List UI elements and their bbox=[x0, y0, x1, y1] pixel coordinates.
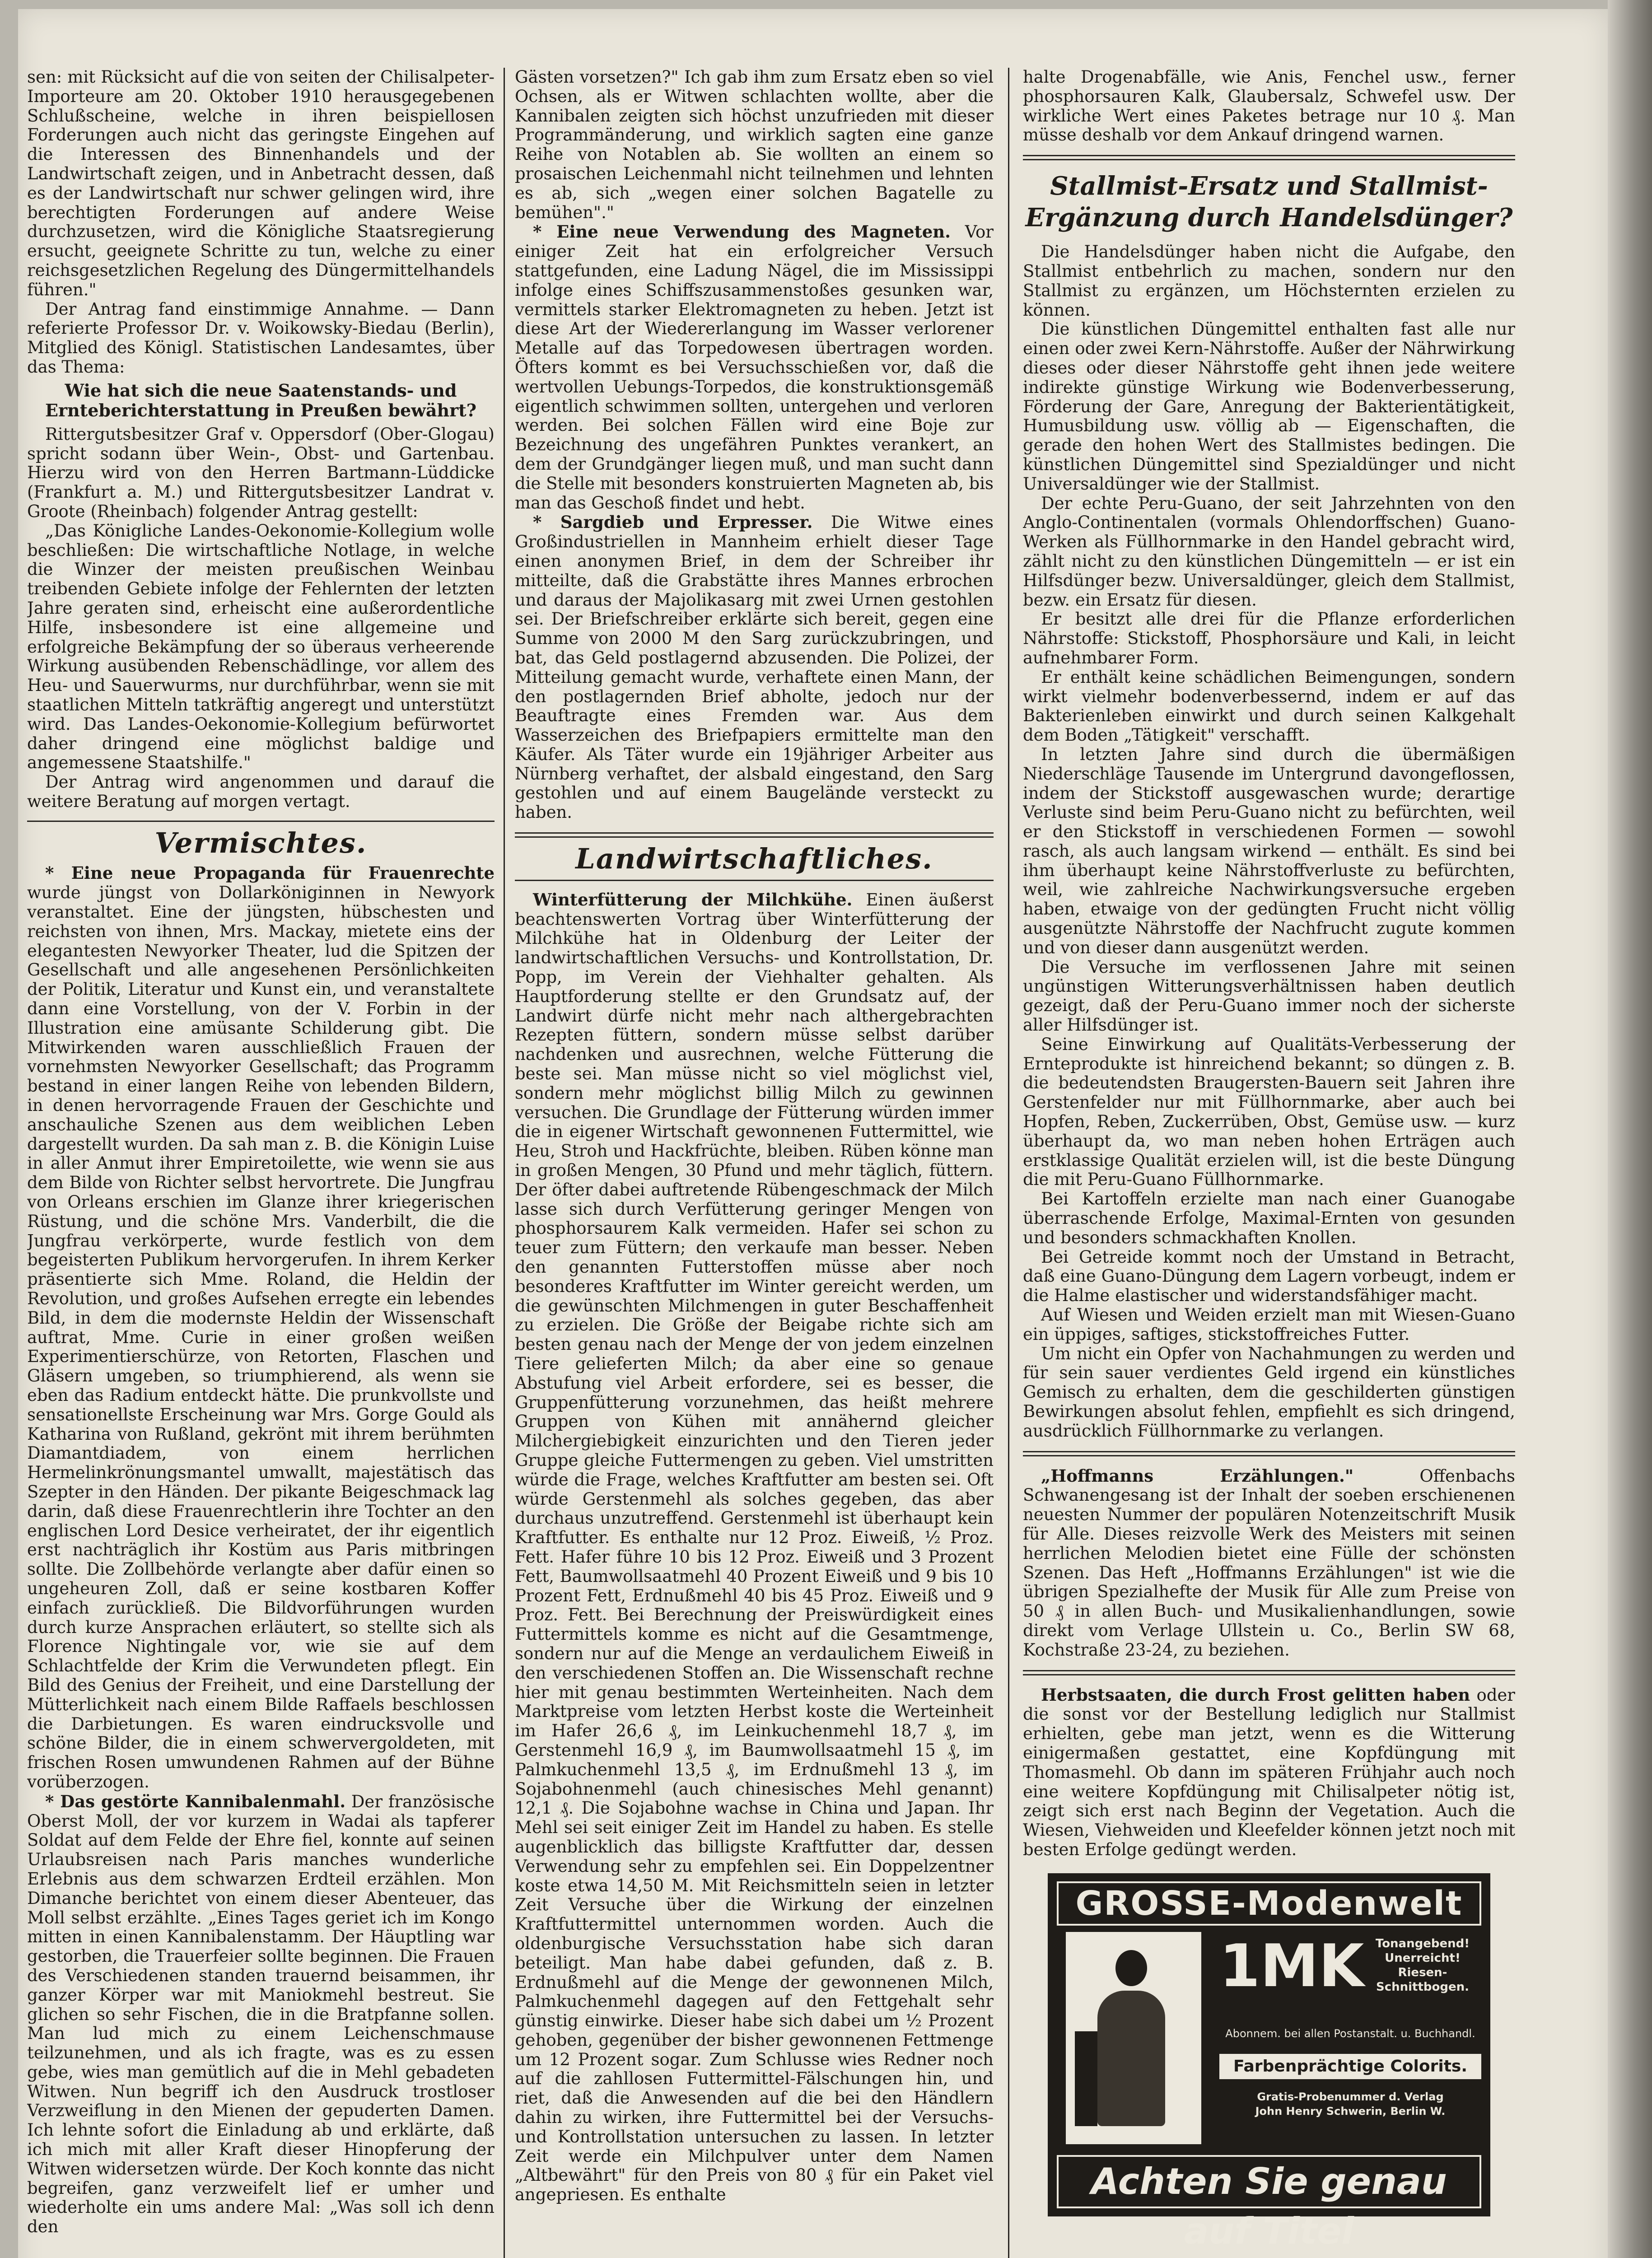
article-body: Vor einiger Zeit hat ein erfolgreicher Versuch stattgefunden, eine Ladung Nägel, die im Mississippi infolge eines Schiffszusammenstoßes gesunken war, vermittels starker Elektromagneten zu heben. Jetzt ist diese Art der Wiedererlangung im Wasser verlorener Metalle auf das Torpedowesen übertragen worden. Öfters kommt es bei Versuchsschießen vor, daß die wertvollen Uebungs-Torpedos, die konstruktionsgemäß eigentlich schwimmen sollten, untergehen und verloren werden. Bei solchen Fällen wird eine Boje zur Bezeichnung des ungefähren Punktes verankert, an dem der Grundgänger liegen muß, und man sucht dann die Stelle mit besonders konstruierten Magneten ab, bis man das Geschoß findet und hebt. bbox=[515, 222, 994, 513]
section-rule bbox=[515, 880, 994, 881]
column-2 bbox=[515, 68, 994, 2258]
article-body: Die Witwe eines Großindustriellen in Mannheim erhielt dieser Tage einen anonymen Brief, in dem der Schreiber ihr mitteilte, daß die Grabstätte ihres Mannes erbrochen und daraus der Majolikasarg mit zwei Urnen gestohlen sei. Der Briefschreiber erklärte sich bereit, gegen eine Summe von 2000 M den Sarg zurückzubringen, und bat, das Geld postlagernd abzusenden. Die Polizei, der Mitteilung gemacht wurde, verhaftete einen Mann, der den postlagernden Brief abholte, jedoch nur der Beauftragte eines Fremden war. Aus dem Wasserzeichen des Briefpapiers ermittelte man den Käufer. Als Täter wurde ein 19jähriger Arbeiter aus Nürnberg verhaftet, der alsbald eingestand, den Sarg gestohlen und auf einem Baugelände versteckt zu haben. bbox=[515, 513, 994, 822]
paragraph: sen: mit Rücksicht auf die von seiten der Chilisalpeter-Importeure am 20. Oktober 1910 herausgegebenen Schlußscheine, welche in ihren beispiellosen Forderungen auch nicht das geringste Eingehen auf die Interessen des Binnenhandels und der Landwirtschaft zeigen, und in Anbetracht dessen, daß es der Landwirtschaft nur schwer gelingen wird, ihre berechtigten Forderungen auf andere Weise durchzusetzen, wird die Königliche Staatsregierung ersucht, geeignete Schritte zu tun, welche zu einer reichsgesetzlichen Regelung des Düngermittelhandels führen." bbox=[27, 68, 495, 299]
paragraph: Bei Kartoffeln erzielte man nach einer Guanogabe überraschende Erfolge, Maximal-Ernten von gesunden und besonders schmackhaften Knollen. bbox=[1023, 1189, 1515, 1247]
article bbox=[27, 1792, 495, 2237]
ad-subscribe: Abonnem. bei allen Postanstalt. u. Buchhandl. bbox=[1225, 2027, 1475, 2040]
article bbox=[515, 890, 994, 2205]
paragraph: Um nicht ein Opfer von Nachahmungen zu werden und für sein sauer verdientes Geld irgend ein künstliches Gemisch zu erhalten, dem die geschilderten günstigen Bewirkungen absolut fehlen, empfiehlt es sich dringend, ausdrücklich Füllhornmarke zu verlangen. bbox=[1023, 1344, 1515, 1441]
paragraph: Auf Wiesen und Weiden erzielt man mit Wiesen-Guano ein üppiges, saftiges, stickstoffreiches Futter. bbox=[1023, 1305, 1515, 1344]
article-heading: * Eine neue Verwendung des Magneten. bbox=[533, 222, 951, 242]
paragraph: Die Handelsdünger haben nicht die Aufgabe, den Stallmist entbehrlich zu machen, sondern nur den Stallmist zu ergänzen, um Höchsternten erzielen zu können. bbox=[1023, 242, 1515, 320]
ad-footer: Achten Sie genau auf Titel bbox=[1057, 2155, 1481, 2208]
ad-price: 1MK bbox=[1219, 1931, 1364, 2000]
paragraph: „Das Königliche Landes-Oekonomie-Kollegium wolle beschließen: Die wirtschaftliche Notlage, in welche die Winzer der meisten preußischen Weinbau treibenden Gebiete infolge der Fehlernten der letzten Jahre geraten sind, erheischt eine außerordentliche Hilfe, insbesondere ist eine allgemeine und erfolgreiche Bekämpfung der so überaus verheerende Wirkung ausübenden Rebenschädlinge, vor allem des Heu- und Sauerwurms, nur durchführbar, wenn sie mit staatlichen Mitteln tatkräftig angeregt und unterstützt wird. Das Landes-Oekonomie-Kollegium befürwortet daher dringend eine möglichst baldige und angemessene Staatshilfe." bbox=[27, 521, 495, 773]
section-title-landwirtschaftliches: Landwirtschaftliches. bbox=[575, 842, 933, 876]
article bbox=[1023, 1685, 1515, 1860]
paragraph: Er enthält keine schädlichen Beimengungen, sondern wirkt vielmehr bodenverbessernd, indem er auf das Bakterienleben einwirkt und durch seinen Kalkgehalt dem Boden „Tätigkeit" verschafft. bbox=[1023, 667, 1515, 745]
ad-colorbox: Farbenprächtige Colorits. bbox=[1219, 2054, 1481, 2079]
section-rule bbox=[27, 821, 495, 822]
paragraph: Gästen vorsetzen?" Ich gab ihm zum Ersatz eben so viel Ochsen, als er Witwen schlachten wollte, aber die Kannibalen zeigten sich höchst unzufrieden mit dieser Programmänderung, und wirklich sagten eine ganze Reihe von Notablen ab. Sie wollten an einem so prosaischen Leichenmahl nicht teilnehmen und lehnten es ab, sich „wegen einer solchen Bagatelle zu bemühen"." bbox=[515, 68, 994, 222]
article-body: Der französische Oberst Moll, der vor kurzem in Wadai als tapferer Soldat auf dem Felde der Ehre fiel, konnte auf seinen Urlaubsreisen nach Paris manches wunderliche Erlebnis aus dem schwarzen Erdteil erzählen. Mon Dimanche berichtet von einem dieser Abenteuer, das Moll selbst erzählte. „Eines Tages geriet ich im Kongo mitten in einen Kannibalenstamm. Der Häuptling war gestorben, die Trauerfeier sollte beginnen. Die Frauen des Verschiedenen standen trauernd beisammen, ihr ganzer Körper war mit Maniokmehl bestreut. Sie glichen so sehr Fischen, die in die Bratpfanne sollen. Man lud mich zu einem Leichenschmause teilzunehmen, und als ich fragte, was es zu essen gebe, wies man gemütlich auf die in Mehl gebadeten Witwen. Nun begriff ich den Ausdruck trostloser Verzweiflung in den Mienen der gepuderten Damen. Ich lehnte sofort die Einladung ab und erklärte, daß ich mich mit aller Kraft dieser Hinopferung der Witwen widersetzen würde. Der Koch konnte das nicht begreifen, ganz verzweifelt lief er umher und wiederholte ein ums andere Mal: „Was soll ich denn den bbox=[27, 1791, 495, 2237]
ad-slogan: Unerreicht! bbox=[1385, 1951, 1461, 1965]
article-heading: Herbstsaaten, die durch Frost gelitten haben bbox=[1041, 1684, 1470, 1705]
article-heading: * Eine neue Propaganda für Frauenrechte bbox=[45, 863, 495, 883]
article bbox=[515, 222, 994, 513]
paragraph: Er besitzt alle drei für die Pflanze erforderlichen Nährstoffe: Stickstoff, Phosphorsäure und Kali, in leicht aufnehmbarer Form. bbox=[1023, 609, 1515, 667]
paragraph: Rittergutsbesitzer Graf v. Oppersdorf (Ober-Glogau) spricht sodann über Wein-, Obst- und Gartenbau. Hierzu wird von den Herren Bartmann-Lüddicke (Frankfurt a. M.) und Rittergutsbesitzer Landrat v. Groote (Rheinbach) folgender Antrag gestellt: bbox=[27, 424, 495, 521]
paragraph: Der Antrag fand einstimmige Annahme. — Dann referierte Professor Dr. v. Woikowsky-Biedau (Berlin), Mitglied des Königl. Statistischen Landesamtes, über das Thema: bbox=[27, 299, 495, 377]
paragraph: Die künstlichen Düngemittel enthalten fast alle nur einen oder zwei Kern-Nährstoffe. Außer der Nährwirkung dieses oder dieser Nährstoffe geht ihnen jede weitere indirekte günstige Wirkung wie Bodenverbesserung, Förderung der Gare, Anregung der Bakterientätigkeit, Humusbildung usw. völlig ab — Eigenschaften, die gerade den hohen Wert des Stallmistes bedingen. Die künstlichen Düngemittel sind Spezialdünger und nicht Universaldünger wie der Stallmist. bbox=[1023, 319, 1515, 494]
paragraph: Bei Getreide kommt noch der Umstand in Betracht, daß eine Guano-Düngung dem Lagern vorbeugt, indem er die Halme elastischer und widerstandsfähiger macht. bbox=[1023, 1247, 1515, 1306]
paragraph: In letzten Jahre sind durch die übermäßigen Niederschläge Tausende im Untergrund davongeflossen, indem der Stickstoff ausgewaschen wurde; derartige Verluste sind beim Peru-Guano nicht zu befürchten, weil er den Stickstoff in verschiedenen Formen — sowohl rasch, als auch langsam wirkend — enthält. Es sind bei ihm überhaupt keine Nährstoffverluste zu befürchten, weil, wie zahlreiche Nachwirkungsversuche ergeben haben, etwaige von der gedüngten Frucht nicht völlig ausgenützte Nährstoffe der Nachfrucht zugute kommen und von dieser dann ausgenützt werden. bbox=[1023, 744, 1515, 957]
subheading: Wie hat sich die neue Saatenstands- und Ernteberichterstattung in Preußen bewährt? bbox=[45, 380, 476, 420]
ad-gratis: Gratis-Probenummer d. Verlag bbox=[1257, 2090, 1444, 2103]
ad-publisher: John Henry Schwerin, Berlin W. bbox=[1255, 2104, 1446, 2118]
column-rule bbox=[504, 68, 505, 2258]
paragraph: Die Versuche im verflossenen Jahre mit seinen ungünstigen Witterungsverhältnissen haben deutlich gezeigt, daß der Peru-Guano immer noch der sicherste aller Hilfsdünger ist. bbox=[1023, 957, 1515, 1035]
column-rule bbox=[1008, 68, 1009, 2258]
article-heading: „Hoffmanns Erzählungen." bbox=[1041, 1465, 1354, 1486]
paragraph: halte Drogenabfälle, wie Anis, Fenchel usw., ferner phosphorsauren Kalk, Glaubersalz, Schwefel usw. Der wirkliche Wert eines Paketes betrage nur 10 ₰. Man müsse deshalb vor dem Ankauf dringend warnen. bbox=[1023, 68, 1515, 145]
paragraph: Der echte Peru-Guano, der seit Jahrzehnten von den Anglo-Continentalen (vormals Ohlendorffschen) Guano-Werken als Füllhornmarke in den Handel gebracht wird, zählt nicht zu den künstlichen Düngemitteln — er ist ein Hilfsdünger bezw. Universaldünger, gleich dem Stallmist, bezw. ein Ersatz für diesen. bbox=[1023, 493, 1515, 610]
article bbox=[1023, 1466, 1515, 1660]
paragraph: Seine Einwirkung auf Qualitäts-Verbesserung der Ernteprodukte ist hinreichend bekannt; so düngen z. B. die bedeutendsten Braugersten-Bauern seit Jahren ihre Gerstenfelder nur mit Füllhornmarke, aber auch bei Hopfen, Reben, Zuckerrüben, Obst, Gemüse usw. — kurz überhaupt da, wo man neben hohen Erträgen auch erstklassige Qualität erzielen will, ist die beste Düngung die mit Peru-Guano Füllhornmarke. bbox=[1023, 1034, 1515, 1190]
column-1 bbox=[27, 68, 495, 2258]
section-rule bbox=[1023, 1670, 1515, 1675]
article bbox=[515, 513, 994, 822]
paragraph: Der Antrag wird angenommen und darauf die weitere Beratung auf morgen vertagt. bbox=[27, 772, 495, 811]
article-title: Stallmist-Ersatz und Stallmist-Ergänzung durch Handelsdünger? bbox=[1025, 171, 1513, 233]
article-heading: * Sargdieb und Erpresser. bbox=[533, 512, 813, 532]
section-title-vermischtes: Vermischtes. bbox=[154, 826, 367, 859]
column-3 bbox=[1023, 68, 1515, 2258]
article-body: Einen äußerst beachtenswerten Vortrag über Winterfütterung der Milchkühe hat in Oldenburg der Leiter der landwirtschaftlichen Versuchs- und Kontrollstation, Dr. Popp, im Verein der Viehhalter gehalten. Als Hauptforderung stellte er den Grundsatz auf, der Landwirt dürfe nicht mehr nach althergebrachten Rezepten füttern, sondern müsse selbst darüber nachdenken und ausrechnen, welche Fütterung die beste sei. Man müsse nicht so viel möglichst viel, sondern mehr möglichst billig Milch zu gewinnen versuchen. Die Grundlage der Fütterung würden immer die in eigener Wirtschaft gewonnenen Futtermittel, wie Heu, Stroh und Hackfrüchte, bleiben. Rüben könne man in großen Mengen, 30 Pfund und mehr täglich, füttern. Der öfter dabei auftretende Rübengeschmack der Milch lasse sich durch Verfütterung geringer Mengen von phosphorsaurem Kalk vermeiden. Hafer sei schon zu teuer zum Füttern; den verkaufe man besser. Neben den genannten Futterstoffen müsse aber noch besonderes Kraftfutter im Winter gereicht werden, um die gewünschten Milchmengen in guter Beschaffenheit zu erzielen. Die Größe der Beigabe richte sich am besten genau nach der Menge der von jedem einzelnen Tiere gelieferten Milch; da aber eine so genaue Abstufung viel Arbeit erfordere, sei es besser, die Gruppenfütterung vorzunehmen, das heißt mehrere Gruppen von Kühen mit annähernd gleicher Milchergiebigkeit einzurichten und den Tieren jeder Gruppe gleiche Futtermengen zu geben. Viel umstritten würde die Frage, welches Kraftfutter am besten sei. Oft würde Gerstenmehl als solches gegeben, das aber durchaus unzutreffend. Gerstenmehl ist überhaupt kein Kraftfutter. Es enthalte nur 12 Proz. Eiweiß, ½ Proz. Fett. Hafer führe 10 bis 12 Proz. Eiweiß und 3 Prozent Fett, Baumwollsaatmehl 40 Prozent Eiweiß und 9 bis 10 Prozent Fett, Erdnußmehl 40 bis 45 Proz. Eiweiß und 9 Proz. Fett. Bei Berechnung der Preiswürdigkeit eines Futtermittels komme es nicht auf die Gesamtmenge, sondern nur auf die Menge an verdaulichem Eiweiß in den verschiedenen Stoffen an. Die Wissenschaft rechne hier mit genau bestimmten Werteinheiten. Nach dem Marktpreise vom letzten Herbst koste die Werteinheit im Hafer 26,6 ₰, im Leinkuchenmehl 18,7 ₰, im Gerstenmehl 16,9 ₰, im Baumwollsaatmehl 15 ₰, im Palmkuchenmehl 13,5 ₰, im Erdnußmehl 13 ₰, im Sojabohnenmehl (auch chinesisches Mehl genannt) 12,1 ₰. Die Sojabohne wachse in China und Japan. Ihr Mehl sei seit einiger Zeit im Handel zu haben. Es stelle augenblicklich das billigste Kraftfutter dar, dessen Verwendung sehr zu empfehlen sei. Ein Doppelzentner koste etwa 14,50 M. Mit Reichsmitteln seien in letzter Zeit Versuche über die Wirkung der einzelnen Kraftfuttermittel unternommen worden. Auch die oldenburgische Versuchsstation habe sich daran beteiligt. Man habe dabei gefunden, daß z. B. Erdnußmehl auf die Menge der gewonnenen Milch, Palmkuchenmehl dagegen auf den Fettgehalt sehr günstig einwirke. Dieser habe sich dabei um ½ Prozent gehoben, gegenüber der bisher gewonnenen Fettmenge um 12 Prozent sogar. Zum Schlusse wies Redner noch auf die zahllosen Futtermittel-Fälschungen hin, und riet, daß die Anwesenden auf die bei den Händlern dahin zu wirken, ihre Futtermittel bei der Versuchs- und Kontrollstation untersuchen zu lassen. In letzter Zeit werde ein Milchpulver unter dem Namen „Altbewährt" für den Preis von 80 ₰ für ein Paket viel angepriesen. Es enthalte bbox=[515, 890, 994, 2205]
page-edge-shadow bbox=[1608, 0, 1652, 2258]
article-heading: Winterfütterung der Milchkühe. bbox=[533, 889, 853, 910]
ad-slogan: Riesen-Schnittbogen. bbox=[1376, 1965, 1470, 1994]
ad-slogan: Tonangebend! bbox=[1375, 1936, 1470, 1950]
section-rule bbox=[515, 832, 994, 838]
section-rule bbox=[1023, 155, 1515, 160]
article bbox=[27, 863, 495, 1791]
article-heading: * Das gestörte Kannibalenmahl. bbox=[45, 1791, 346, 1811]
woman-figure-illustration bbox=[1066, 1932, 1201, 2144]
ad-slogans bbox=[1364, 1936, 1481, 1994]
article-body: oder die sonst vor der Bestellung lediglich nur Stallmist erhielten, gebe man jetzt, wenn es die Witterung einigermaßen gestattet, eine Kopfdüngung mit Thomasmehl. Ob dann im späteren Frühjahr auch noch eine weitere Kopfdüngung mit Chilisalpeter nötig ist, zeigt sich erst nach Beginn der Vegetation. Auch die Wiesen, Viehweiden und Kleefelder können jetzt noch mit besten Erfolge gedüngt werden. bbox=[1023, 1685, 1515, 1859]
ad-title: GROSSE-Modenwelt bbox=[1057, 1881, 1481, 1926]
advertisement-modenwelt bbox=[1048, 1873, 1490, 2252]
article-body: Offenbachs Schwanengesang ist der Inhalt der soeben erschienenen neuesten Nummer der populären Notenzeitschrift Musik für Alle. Dieses reizvolle Werk des Meisters mit seinen herrlichen Melodien bietet eine Fülle der schönsten Szenen. Das Heft „Hoffmanns Erzählungen" ist wie die übrigen Spezialhefte der Musik für Alle zum Preise von 50 ₰ in allen Buch- und Musikalienhandlungen, sowie direkt vom Verlage Ullstein u. Co., Berlin SW 68, Kochstraße 23-24, zu beziehen. bbox=[1023, 1466, 1515, 1660]
section-rule bbox=[1023, 1451, 1515, 1456]
article-body: wurde jüngst von Dollarköniginnen in Newyork veranstaltet. Eine der jüngsten, hübschesten und reichsten von ihnen, Mrs. Mackay, mietete eins der elegantesten Newyorker Theater, lud die Spitzen der Gesellschaft und alle angesehenen Persönlichkeiten der Politik, Literatur und Kunst ein, und veranstaltete dann eine Vorstellung, von der V. Forbin in der Illustration eine amüsante Schilderung gibt. Die Mitwirkenden waren ausschließlich Frauen der vornehmsten Newyorker Gesellschaft; das Programm bestand in einer langen Reihe von lebenden Bildern, in denen hervorragende Frauen der Geschichte und anschauliche Szenen aus dem weiblichen Leben dargestellt wurden. Da sah man z. B. die Königin Luise in aller Anmut ihrer Empiretoilette, wie wenn sie aus dem Bilde von Richter selbst hervortrete. Die Jungfrau von Orleans erschien im Glanze ihrer kriegerischen Rüstung, und die schöne Mrs. Vanderbilt, die die Jungfrau verkörperte, wurde festlich von dem begeisterten Publikum hervorgerufen. In ihrem Kerker präsentierte sich Mme. Roland, die Heldin der Revolution, und großes Aufsehen erregte ein lebendes Bild, in dem die modernste Heldin der Wissenschaft auftrat, Mme. Curie in einer großen weißen Experimentierschürze, von Retorten, Flaschen und Gläsern umgeben, so triumphierend, als wenn sie eben das Radium entdeckt hätte. Die prunkvollste und sensationellste Erscheinung war Mrs. Gorge Gould als Katharina von Rußland, gekrönt mit ihrem berühmten Diamantdiadem, von einem herrlichen Hermelinkrönungsmantel umwallt, majestätisch das Szepter in den Händen. Der pikante Beigeschmack lag darin, daß diese Frauenrechtlerin ihre Tochter an den englischen Lord Desice verheiratet, der ihr eigentlich erst nachträglich ihr Kostüm aus Paris mitbringen sollte. Die Zollbehörde verlangte aber dafür einen so ungeheuren Zoll, daß er seine kostbaren Koffer einfach zurückließ. Die Bildvorführungen wurden durch kurze Ansprachen erläutert, so stellte sich als Florence Nightingale vor, wie sie auf dem Schlachtfelde der Krim die Verwundeten pflegt. Ein Bild des Genius der Freiheit, und eine Darstellung der Mütterlichkeit nach einem Bilde Raffaels beschlossen die Darbietungen. Es waren eindrucksvolle und schöne Bilder, die in einem schwervergoldeten, mit frischen Rosen umwundenen Rahmen auf der Bühne vorüberzogen. bbox=[27, 883, 495, 1791]
